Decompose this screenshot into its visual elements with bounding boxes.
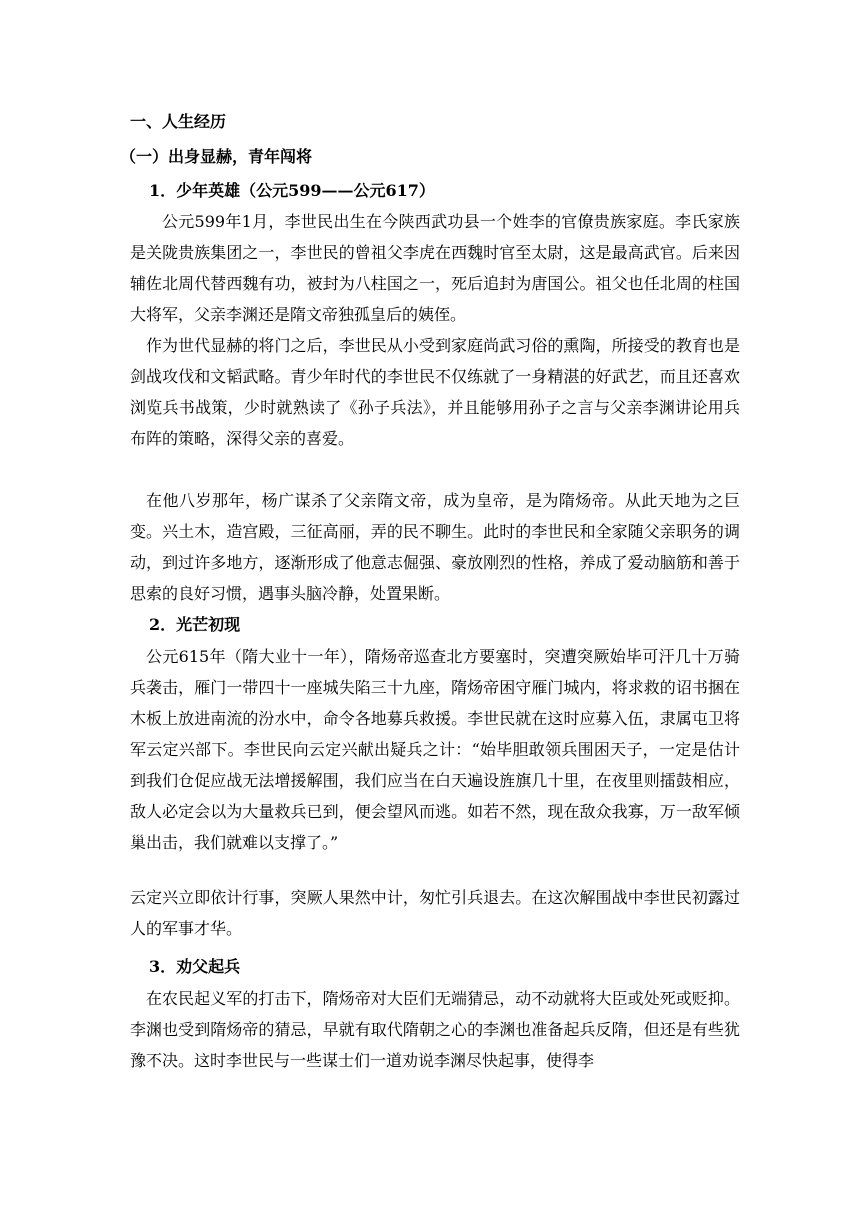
section-2-title: 2．光芒初现	[149, 615, 241, 634]
section-1-paragraph-2: 作为世代显赫的将门之后，李世民从小受到家庭尚武习俗的熏陶，所接受的教育也是剑战攻伐和文韬武略。青少年时代的李世民不仅练就了一身精湛的好武艺，而且还喜欢浏览兵书战策，少时就熟读了《孙子兵法》，并且能够用孙子之言与父亲李渊讲论用兵布阵的策略，深得父亲的喜爱。	[130, 336, 740, 448]
section-2-paragraph-2: 云定兴立即依计行事，突厥人果然中计，匆忙引兵退去。在这次解围战中李世民初露过人的军事才华。	[130, 888, 740, 938]
section-2-paragraph-1: 公元615年（隋大业十一年），隋炀帝巡查北方要塞时，突遭突厥始毕可汗几十万骑兵袭击，雁门一带四十一座城失陷三十九座，隋炀帝困守雁门城内，将求救的诏书捆在木板上放进南流的汾水中，命令各地募兵救援。李世民就在这时应募入伍，隶属屯卫将军云定兴部下。李世民向云定兴献出疑兵之计：“始毕胆敢领兵围困天子，一定是估计到我们仓促应战无法增援解围，我们应当在白天遍设旌旗几十里，在夜里则擂鼓相应，敌人必定会以为大量救兵已到，便会望风而逃。如若不然，现在敌众我寡，万一敌军倾巢出击，我们就难以支撑了。”	[130, 647, 740, 852]
section-1-paragraph-1: 公元599年1月，李世民出生在今陕西武功县一个姓李的官僚贵族家庭。李氏家族是关陇贵族集团之一，李世民的曾祖父李虎在西魏时官至太尉，这是最高武官。后来因辅佐北周代替西魏有功，被封为八柱国之一，死后追封为唐国公。祖父也任北周的柱国大将军，父亲李渊还是隋文帝独孤皇后的姨侄。	[130, 212, 740, 324]
section-3-title: 3．劝父起兵	[149, 957, 241, 976]
section-3-paragraph-1: 在农民起义军的打击下，隋炀帝对大臣们无端猜忌，动不动就将大臣或处死或贬抑。李渊也受到隋炀帝的猜忌，早就有取代隋朝之心的李渊也准备起兵反隋，但还是有些犹豫不决。这时李世民与一些谋士们一道劝说李渊尽快起事，使得李	[130, 989, 740, 1070]
section-1-title: 1．少年英雄（公元599——公元617）	[149, 181, 435, 200]
heading-level-2: （一）出身显赫，青年闯将	[120, 147, 313, 166]
section-1-paragraph-3: 在他八岁那年，杨广谋杀了父亲隋文帝，成为皇帝，是为隋炀帝。从此天地为之巨变。兴土木，造宫殿，三征高丽，弄的民不聊生。此时的李世民和全家随父亲职务的调动，到过许多地方，逐渐形成了他意志倔强、豪放刚烈的性格，养成了爱动脑筋和善于思索的良好习惯，遇事头脑冷静，处置果断。	[130, 491, 740, 603]
heading-level-1: 一、人生经历	[130, 112, 227, 131]
